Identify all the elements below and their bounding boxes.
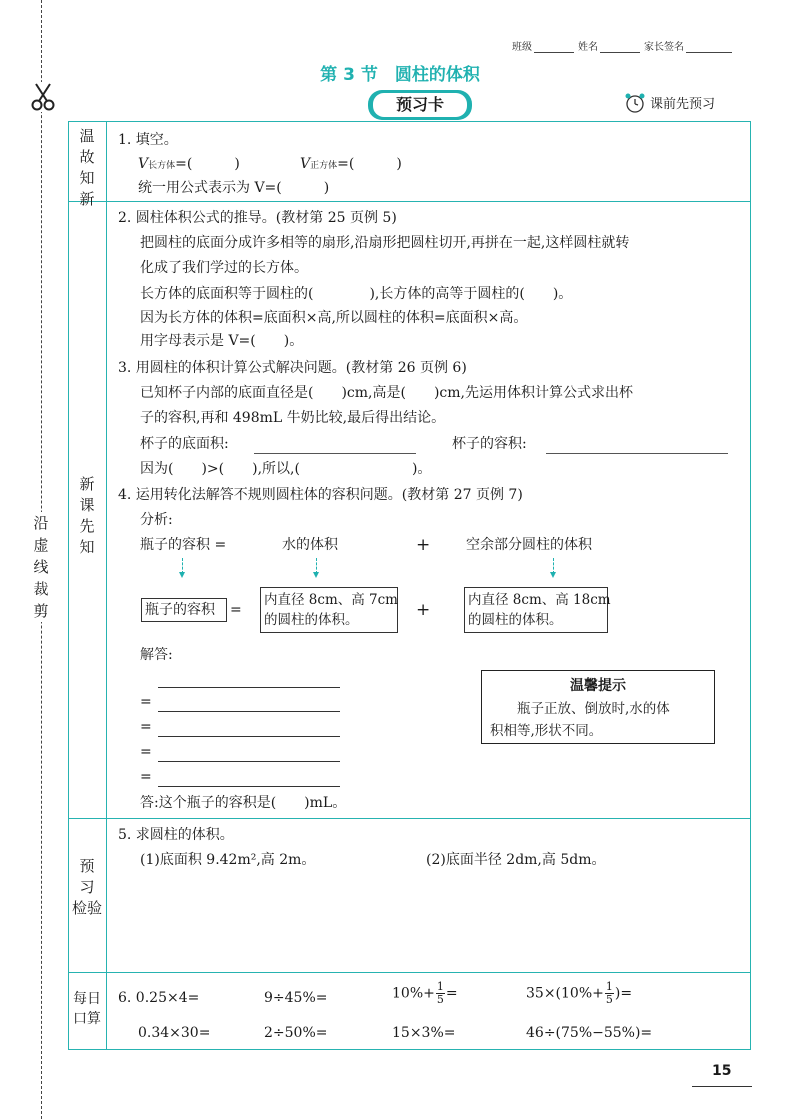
tip-line-1: 瓶子正放、倒放时,水的体 (517, 701, 670, 717)
q2-line-1: 把圆柱的底面分成许多相等的扇形,沿扇形把圆柱切开,再拼在一起,这样圆柱就转 (140, 235, 630, 251)
divider-2 (68, 818, 751, 819)
q3-capacity-field[interactable] (546, 453, 728, 454)
cut-label: 沿 虚 线 裁 剪 (30, 512, 52, 622)
class-field[interactable] (534, 42, 574, 53)
q2-line-4: 因为长方体的体积=底面积×高,所以圆柱的体积=底面积×高。 (140, 310, 528, 326)
calc-5: 0.34×30= (138, 1025, 211, 1041)
page-number: 15 (712, 1063, 732, 1079)
q3-line-4: 因为( )>( ),所以,( )。 (140, 461, 432, 477)
q3-base-area-label: 杯子的底面积: (140, 436, 229, 452)
q3-base-area-field[interactable] (254, 453, 416, 454)
q4-title: 4. 运用转化法解答不规则圆柱体的容积问题。(教材第 27 页例 7) (118, 487, 523, 503)
q2-line-3: 长方体的底面积等于圆柱的( ),长方体的高等于圆柱的( )。 (140, 286, 573, 302)
q3-title: 3. 用圆柱的体积计算公式解决问题。(教材第 26 页例 6) (118, 360, 467, 376)
alarm-clock-icon (624, 92, 646, 114)
calc-4: 35×(10%+ $\frac{1}{5}$ )= (526, 980, 633, 1006)
q5-part-1: (1)底面积 9.42m²,高 2m。 (140, 852, 316, 868)
q2-line-2: 化成了我们学过的长方体。 (140, 260, 308, 276)
card-title: 预习卡 (373, 93, 467, 117)
q5-title: 5. 求圆柱的体积。 (118, 827, 234, 843)
answer-equals: = (140, 694, 152, 710)
arrow-down-icon (182, 558, 183, 574)
section-title: 第 3 节 圆柱的体积 (320, 65, 480, 85)
q2-title: 2. 圆柱体积公式的推导。(教材第 25 页例 5) (118, 210, 397, 226)
q4-analysis-label: 分析: (140, 512, 173, 528)
q1-cuboid-formula: V长方体=( ) (138, 156, 240, 172)
q4-answer: 答:这个瓶子的容积是( )mL。 (140, 795, 347, 811)
answer-line[interactable] (158, 736, 340, 737)
calc-7: 15×3%= (392, 1025, 456, 1041)
q4-plus-1: + (416, 535, 431, 555)
calc-2: 9÷45%= (264, 990, 328, 1006)
q1-unified-formula: 统一用公式表示为 V=( ) (138, 180, 330, 196)
q3-line-2: 子的容积,再和 498mL 牛奶比较,最后得出结论。 (140, 410, 446, 426)
q4-water-box: 内直径 8cm、高 7cm 的圆柱的体积。 (260, 587, 398, 633)
answer-line[interactable] (158, 786, 340, 787)
tip-box (481, 670, 715, 744)
q4-capacity-text: 瓶子的容积 = (140, 537, 227, 553)
name-field[interactable] (600, 42, 640, 53)
q2-line-5: 用字母表示是 V=( )。 (140, 333, 304, 349)
preview-label: 课前先预习 (650, 97, 716, 112)
q1-title: 1. 填空。 (118, 132, 178, 148)
q1-cube-formula: V正方体=( ) (300, 156, 402, 172)
q3-capacity-label: 杯子的容积: (452, 436, 527, 452)
answer-line[interactable] (158, 761, 340, 762)
tip-line-2: 积相等,形状不同。 (490, 723, 603, 739)
q4-empty-box: 内直径 8cm、高 18cm 的圆柱的体积。 (464, 587, 608, 633)
class-label: 班级 (512, 42, 532, 53)
parent-sign-field[interactable] (686, 42, 732, 53)
name-label: 姓名 (578, 42, 598, 53)
parent-sign-label: 家长签名 (644, 42, 684, 53)
q4-equals: = (230, 602, 242, 618)
side-label-daily: 每日 口算 (73, 991, 101, 1027)
page-number-underline (692, 1086, 752, 1087)
answer-equals: = (140, 769, 152, 785)
answer-equals: = (140, 744, 152, 760)
answer-line[interactable] (158, 687, 340, 688)
calc-8: 46÷(75%−55%)= (526, 1025, 653, 1041)
side-label-review: 温 故 知 新 (79, 127, 95, 208)
side-label-check: 预 习 检验 (71, 857, 102, 917)
arrow-down-icon (553, 558, 554, 574)
card-title-badge (368, 90, 472, 120)
calc-3: 10%+ $\frac{1}{5}$ = (392, 980, 458, 1006)
q4-empty-volume: 空余部分圆柱的体积 (466, 537, 592, 553)
divider-3 (68, 972, 751, 973)
calc-1: 6. 0.25×4= (118, 990, 200, 1006)
answer-equals: = (140, 719, 152, 735)
q3-line-1: 已知杯子内部的底面直径是( )cm,高是( )cm,先运用体积计算公式求出杯 (140, 385, 633, 401)
arrow-down-icon (316, 558, 317, 574)
fraction: $\frac{1}{5}$ (605, 980, 613, 1006)
q4-solve-label: 解答: (140, 647, 173, 663)
q4-plus-2: + (416, 600, 431, 620)
side-column-divider (106, 121, 107, 1050)
answer-line[interactable] (158, 711, 340, 712)
q4-capacity-box: 瓶子的容积 (141, 598, 227, 622)
fraction: $\frac{1}{5}$ (436, 980, 444, 1006)
student-info-line (512, 38, 736, 53)
q5-part-2: (2)底面半径 2dm,高 5dm。 (426, 852, 606, 868)
q4-water-volume: 水的体积 (282, 537, 338, 553)
tip-title: 温馨提示 (570, 678, 626, 694)
side-label-new: 新 课 先 知 (79, 475, 95, 556)
calc-6: 2÷50%= (264, 1025, 328, 1041)
scissors-icon (30, 82, 56, 112)
divider-1 (68, 201, 751, 202)
